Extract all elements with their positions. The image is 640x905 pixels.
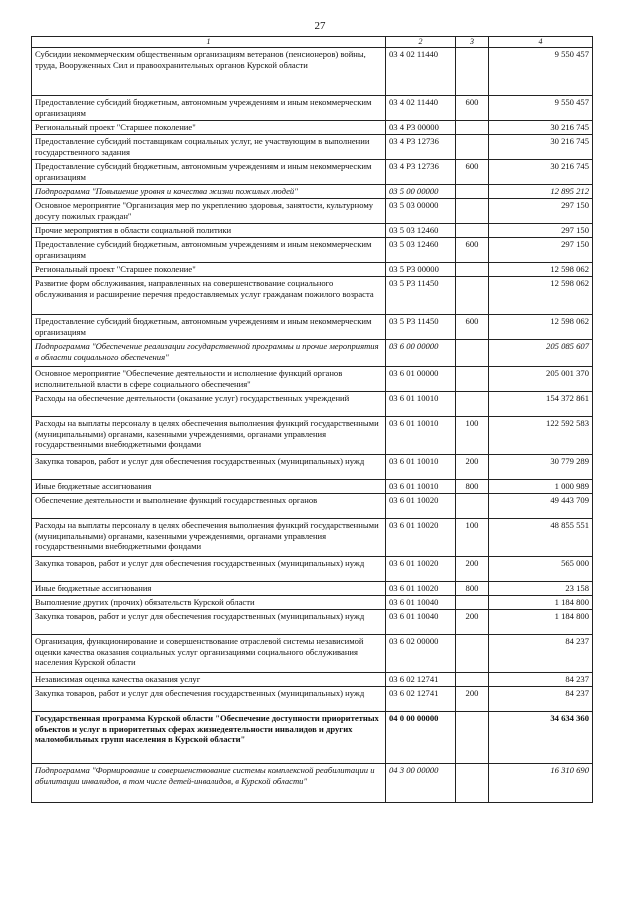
row-sum-cell: 297 150: [489, 238, 593, 263]
table-row: [32, 610, 593, 635]
row-sum-cell: 12 598 062: [489, 263, 593, 277]
row-type-cell: [456, 121, 489, 135]
table-row: [32, 263, 593, 277]
row-code-cell: 03 6 02 12741: [386, 673, 456, 687]
row-code-cell: 03 4 P3 12736: [386, 160, 456, 185]
row-code-cell: 03 5 03 12460: [386, 224, 456, 238]
row-name-cell: Предоставление субсидий бюджетным, автономным учреждениям и иным некоммерческим организациям: [32, 315, 386, 340]
row-type-cell: 200: [456, 557, 489, 582]
table-row: [32, 557, 593, 582]
row-name-cell: Расходы на выплаты персоналу в целях обеспечения выполнения функций государственными (муниципальными) органами, казенными учреждениями, органами управления государственными внебюджетными фондами: [32, 519, 386, 557]
row-name-cell: Развитие форм обслуживания, направленных на совершенствование социального обслуживания и расширение перечня предоставляемых услуг гражданам пожилого возраста: [32, 277, 386, 315]
row-sum-cell: 297 150: [489, 224, 593, 238]
row-code-cell: 03 4 02 11440: [386, 96, 456, 121]
table-row: [32, 455, 593, 480]
row-name-cell: Независимая оценка качества оказания услуг: [32, 673, 386, 687]
table-row: [32, 199, 593, 224]
row-sum-cell: 12 895 212: [489, 185, 593, 199]
row-type-cell: [456, 48, 489, 96]
row-name-cell: Закупка товаров, работ и услуг для обеспечения государственных (муниципальных) нужд: [32, 687, 386, 712]
table-row: [32, 160, 593, 185]
row-sum-cell: 30 216 745: [489, 160, 593, 185]
row-type-cell: [456, 340, 489, 367]
row-code-cell: 03 6 01 10020: [386, 494, 456, 519]
row-type-cell: [456, 367, 489, 392]
row-sum-cell: 49 443 709: [489, 494, 593, 519]
row-code-cell: 03 5 P3 11450: [386, 315, 456, 340]
table-row: [32, 277, 593, 315]
row-type-cell: [456, 392, 489, 417]
header-cell-type: 3: [456, 37, 489, 48]
row-sum-cell: 297 150: [489, 199, 593, 224]
row-type-cell: 200: [456, 687, 489, 712]
table-row: [32, 48, 593, 96]
row-name-cell: Предоставление субсидий бюджетным, автономным учреждениям и иным некоммерческим организациям: [32, 160, 386, 185]
row-name-cell: Прочие мероприятия в области социальной политики: [32, 224, 386, 238]
row-type-cell: 100: [456, 519, 489, 557]
table-row: [32, 519, 593, 557]
row-sum-cell: 30 216 745: [489, 121, 593, 135]
row-name-cell: Расходы на обеспечение деятельности (оказание услуг) государственных учреждений: [32, 392, 386, 417]
row-name-cell: Предоставление субсидий поставщикам социальных услуг, не участвующим в выполнении государственного задания: [32, 135, 386, 160]
table-row: [32, 135, 593, 160]
table-row: [32, 494, 593, 519]
table-row: [32, 96, 593, 121]
row-type-cell: 800: [456, 480, 489, 494]
row-name-cell: Закупка товаров, работ и услуг для обеспечения государственных (муниципальных) нужд: [32, 455, 386, 480]
row-sum-cell: 23 158: [489, 582, 593, 596]
row-code-cell: 03 5 P3 00000: [386, 263, 456, 277]
row-type-cell: [456, 224, 489, 238]
row-name-cell: Обеспечение деятельности и выполнение функций государственных органов: [32, 494, 386, 519]
row-sum-cell: 1 184 800: [489, 610, 593, 635]
row-name-cell: Подпрограмма "Повышение уровня и качества жизни пожилых людей": [32, 185, 386, 199]
row-name-cell: Субсидии некоммерческим общественным организациям ветеранов (пенсионеров) войны, труда, Вооруженных Сил и правоохранительных органов Курской области: [32, 48, 386, 96]
row-type-cell: [456, 277, 489, 315]
row-type-cell: [456, 185, 489, 199]
row-name-cell: Государственная программа Курской области "Обеспечение доступности приоритетных объектов и услуг в приоритетных сферах жизнедеятельности инвалидов и других маломобильных групп населения в Курской области": [32, 712, 386, 764]
row-code-cell: 03 6 01 10010: [386, 480, 456, 494]
row-type-cell: 200: [456, 610, 489, 635]
row-sum-cell: 34 634 360: [489, 712, 593, 764]
table-row: [32, 340, 593, 367]
row-code-cell: 03 6 01 10020: [386, 557, 456, 582]
row-type-cell: [456, 494, 489, 519]
row-name-cell: Основное мероприятие "Организация мер по укреплению здоровья, занятости, культурному досугу пожилых граждан": [32, 199, 386, 224]
row-name-cell: Иные бюджетные ассигнования: [32, 582, 386, 596]
table-row: [32, 417, 593, 455]
row-sum-cell: 205 085 607: [489, 340, 593, 367]
row-sum-cell: 9 550 457: [489, 48, 593, 96]
row-name-cell: Подпрограмма "Обеспечение реализации государственной программы и прочие мероприятия в области социального обеспечения": [32, 340, 386, 367]
row-sum-cell: 9 550 457: [489, 96, 593, 121]
row-type-cell: [456, 764, 489, 803]
row-name-cell: Иные бюджетные ассигнования: [32, 480, 386, 494]
row-code-cell: 03 4 P3 00000: [386, 121, 456, 135]
table-row: [32, 238, 593, 263]
table-row: [32, 635, 593, 673]
row-sum-cell: 1 184 800: [489, 596, 593, 610]
row-type-cell: 600: [456, 238, 489, 263]
row-code-cell: 03 5 03 12460: [386, 238, 456, 263]
header-row: [32, 37, 593, 48]
row-type-cell: 200: [456, 455, 489, 480]
table-row: [32, 121, 593, 135]
row-sum-cell: 84 237: [489, 687, 593, 712]
budget-table: [31, 36, 593, 803]
row-type-cell: [456, 263, 489, 277]
row-name-cell: Региональный проект "Старшее поколение": [32, 121, 386, 135]
row-code-cell: 04 0 00 00000: [386, 712, 456, 764]
row-code-cell: 03 5 03 00000: [386, 199, 456, 224]
row-code-cell: 03 5 P3 11450: [386, 277, 456, 315]
table-row: [32, 687, 593, 712]
table-row: [32, 480, 593, 494]
row-sum-cell: 16 310 690: [489, 764, 593, 803]
table-row: [32, 367, 593, 392]
table-row: [32, 582, 593, 596]
row-type-cell: [456, 135, 489, 160]
row-name-cell: Выполнение других (прочих) обязательств Курской области: [32, 596, 386, 610]
row-code-cell: 03 4 02 11440: [386, 48, 456, 96]
row-name-cell: Региональный проект "Старшее поколение": [32, 263, 386, 277]
row-code-cell: 04 3 00 00000: [386, 764, 456, 803]
table-row: [32, 764, 593, 803]
row-sum-cell: 122 592 583: [489, 417, 593, 455]
row-type-cell: 600: [456, 96, 489, 121]
row-code-cell: 03 6 01 00000: [386, 367, 456, 392]
page-number: 27: [314, 20, 326, 32]
row-sum-cell: 30 216 745: [489, 135, 593, 160]
header-cell-name: 1: [32, 37, 386, 48]
row-type-cell: [456, 596, 489, 610]
row-code-cell: 03 6 01 10020: [386, 519, 456, 557]
row-code-cell: 03 6 02 00000: [386, 635, 456, 673]
row-sum-cell: 48 855 551: [489, 519, 593, 557]
row-type-cell: [456, 712, 489, 764]
row-type-cell: 600: [456, 315, 489, 340]
table-row: [32, 392, 593, 417]
row-code-cell: 03 6 00 00000: [386, 340, 456, 367]
row-name-cell: Предоставление субсидий бюджетным, автономным учреждениям и иным некоммерческим организациям: [32, 238, 386, 263]
row-code-cell: 03 5 00 00000: [386, 185, 456, 199]
row-sum-cell: 12 598 062: [489, 315, 593, 340]
row-code-cell: 03 6 02 12741: [386, 687, 456, 712]
row-type-cell: [456, 199, 489, 224]
row-code-cell: 03 6 01 10010: [386, 392, 456, 417]
row-type-cell: 100: [456, 417, 489, 455]
row-code-cell: 03 4 P3 12736: [386, 135, 456, 160]
row-name-cell: Подпрограмма "Формирование и совершенствование системы комплексной реабилитации и абилитации инвалидов, в том числе детей-инвалидов, в Курской области": [32, 764, 386, 803]
row-code-cell: 03 6 01 10020: [386, 582, 456, 596]
table-row: [32, 673, 593, 687]
row-code-cell: 03 6 01 10040: [386, 596, 456, 610]
row-sum-cell: 154 372 861: [489, 392, 593, 417]
row-type-cell: [456, 673, 489, 687]
row-name-cell: Закупка товаров, работ и услуг для обеспечения государственных (муниципальных) нужд: [32, 610, 386, 635]
row-sum-cell: 12 598 062: [489, 277, 593, 315]
row-sum-cell: 1 000 989: [489, 480, 593, 494]
row-type-cell: [456, 635, 489, 673]
row-type-cell: 600: [456, 160, 489, 185]
row-name-cell: Закупка товаров, работ и услуг для обеспечения государственных (муниципальных) нужд: [32, 557, 386, 582]
row-type-cell: 800: [456, 582, 489, 596]
table-row: [32, 596, 593, 610]
table-row: [32, 712, 593, 764]
row-sum-cell: 84 237: [489, 673, 593, 687]
table-row: [32, 224, 593, 238]
row-code-cell: 03 6 01 10010: [386, 455, 456, 480]
row-name-cell: Основное мероприятие "Обеспечение деятельности и исполнение функций органов исполнительной власти в сфере социального обеспечения": [32, 367, 386, 392]
row-name-cell: Расходы на выплаты персоналу в целях обеспечения выполнения функций государственными (муниципальными) органами, казенными учреждениями, органами управления государственными внебюджетными фондами: [32, 417, 386, 455]
row-name-cell: Организация, функционирование и совершенствование отраслевой системы независимой оценки качества оказания социальных услуг организациями социального обслуживания населения Курской области: [32, 635, 386, 673]
row-code-cell: 03 6 01 10040: [386, 610, 456, 635]
header-cell-code: 2: [386, 37, 456, 48]
row-sum-cell: 565 000: [489, 557, 593, 582]
table-row: [32, 185, 593, 199]
row-sum-cell: 84 237: [489, 635, 593, 673]
header-cell-sum: 4: [489, 37, 593, 48]
row-sum-cell: 30 779 289: [489, 455, 593, 480]
row-sum-cell: 205 001 370: [489, 367, 593, 392]
table-row: [32, 315, 593, 340]
row-code-cell: 03 6 01 10010: [386, 417, 456, 455]
row-name-cell: Предоставление субсидий бюджетным, автономным учреждениям и иным некоммерческим организациям: [32, 96, 386, 121]
